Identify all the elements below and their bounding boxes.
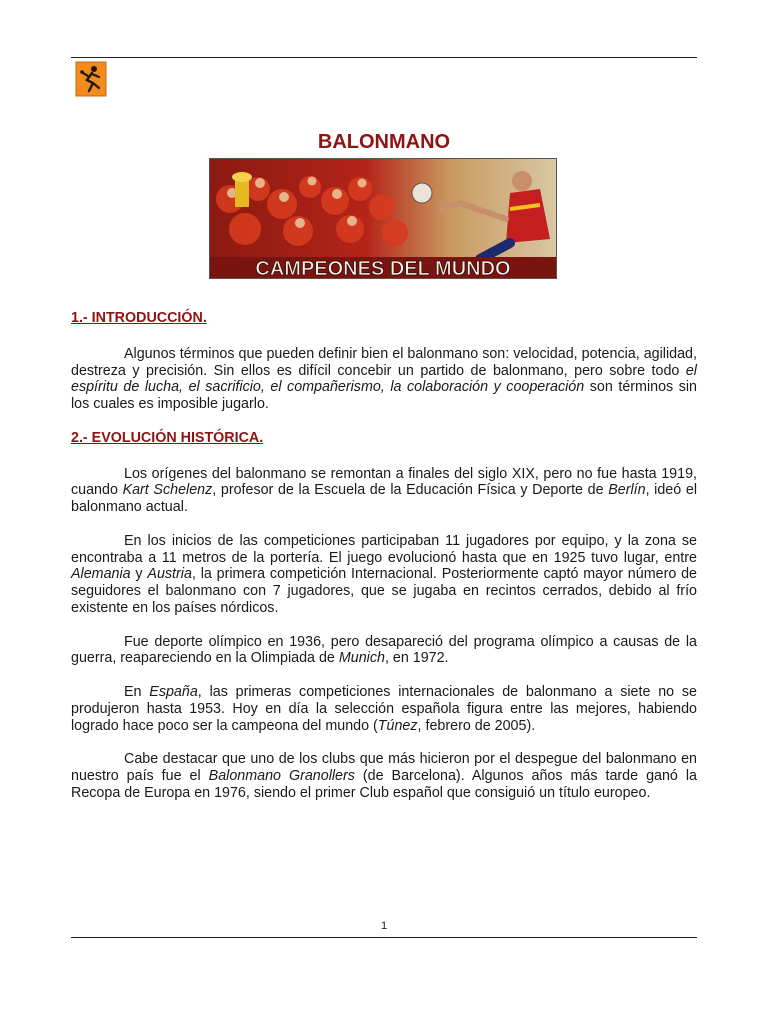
paragraph-competiciones: En los inicios de las competiciones participaban 11 jugadores por equipo, y la zona se encontraba a 11 metros de la portería. El juego evolucionó hasta que en 1925 tuvo lugar, entre Alemania y Austria, la primera competición Internacional. Posteriormente captó mayor número de seguidores el balonmano con 7 jugadores, que se jugaba en recintos cerrados, debido al frío existente en los países nórdicos. <box>71 532 698 616</box>
header-rule <box>71 57 697 58</box>
paragraph-introduccion: Algunos términos que pueden definir bien el balonmano son: velocidad, potencia, agilidad, destreza y precisión. Sin ellos es difícil concebir un partido de balonmano, pero sobre todo el espíritu de lucha, el sacrificio, el compañerismo, la colaboración y cooperación son términos sin los cuales es imposible jugarlo. <box>71 345 697 413</box>
banner-caption: CAMPEONES DEL MUNDO <box>255 258 511 278</box>
paragraph-olimpico: Fue deporte olímpico en 1936, pero desapareció del programa olímpico a causas de la guerra, reapareciendo en la Olimpiada de Munich, en 1972. <box>71 633 697 667</box>
paragraph-espana: En España, las primeras competiciones internacionales de balonmano a siete no se produjeron hasta 1953. Hoy en día la selección española figura entre las mejores, habiendo logrado hace poco ser la campeona del mundo (Túnez, febrero de 2005). <box>71 683 697 734</box>
banner-image <box>209 158 557 279</box>
section-heading-introduccion: 1.- INTRODUCCIÓN. <box>71 310 207 326</box>
document-body <box>71 310 697 802</box>
page-title: BALONMANO <box>317 131 451 153</box>
section-heading-evolucion: 2.- EVOLUCIÓN HISTÓRICA. <box>71 429 264 446</box>
paragraph-origenes: Los orígenes del balonmano se remontan a finales del siglo XIX, pero no fue hasta 1919, cuando Kart Schelenz, profesor de la Escuela de la Educación Física y Deporte de Berlín, ideó el balonmano actual. <box>71 465 697 516</box>
paragraph-granollers: Cabe destacar que uno de los clubs que más hicieron por el despegue del balonmano en nuestro país fue el Balonmano Granollers (de Barcelona). Algunos años más tarde ganó la Recopa de Europa en 1976, siendo el primer Club español que consiguió un título europeo. <box>71 751 697 801</box>
handball-logo-icon <box>75 61 107 97</box>
page-number: 1 <box>380 920 388 932</box>
footer-rule <box>71 937 697 938</box>
